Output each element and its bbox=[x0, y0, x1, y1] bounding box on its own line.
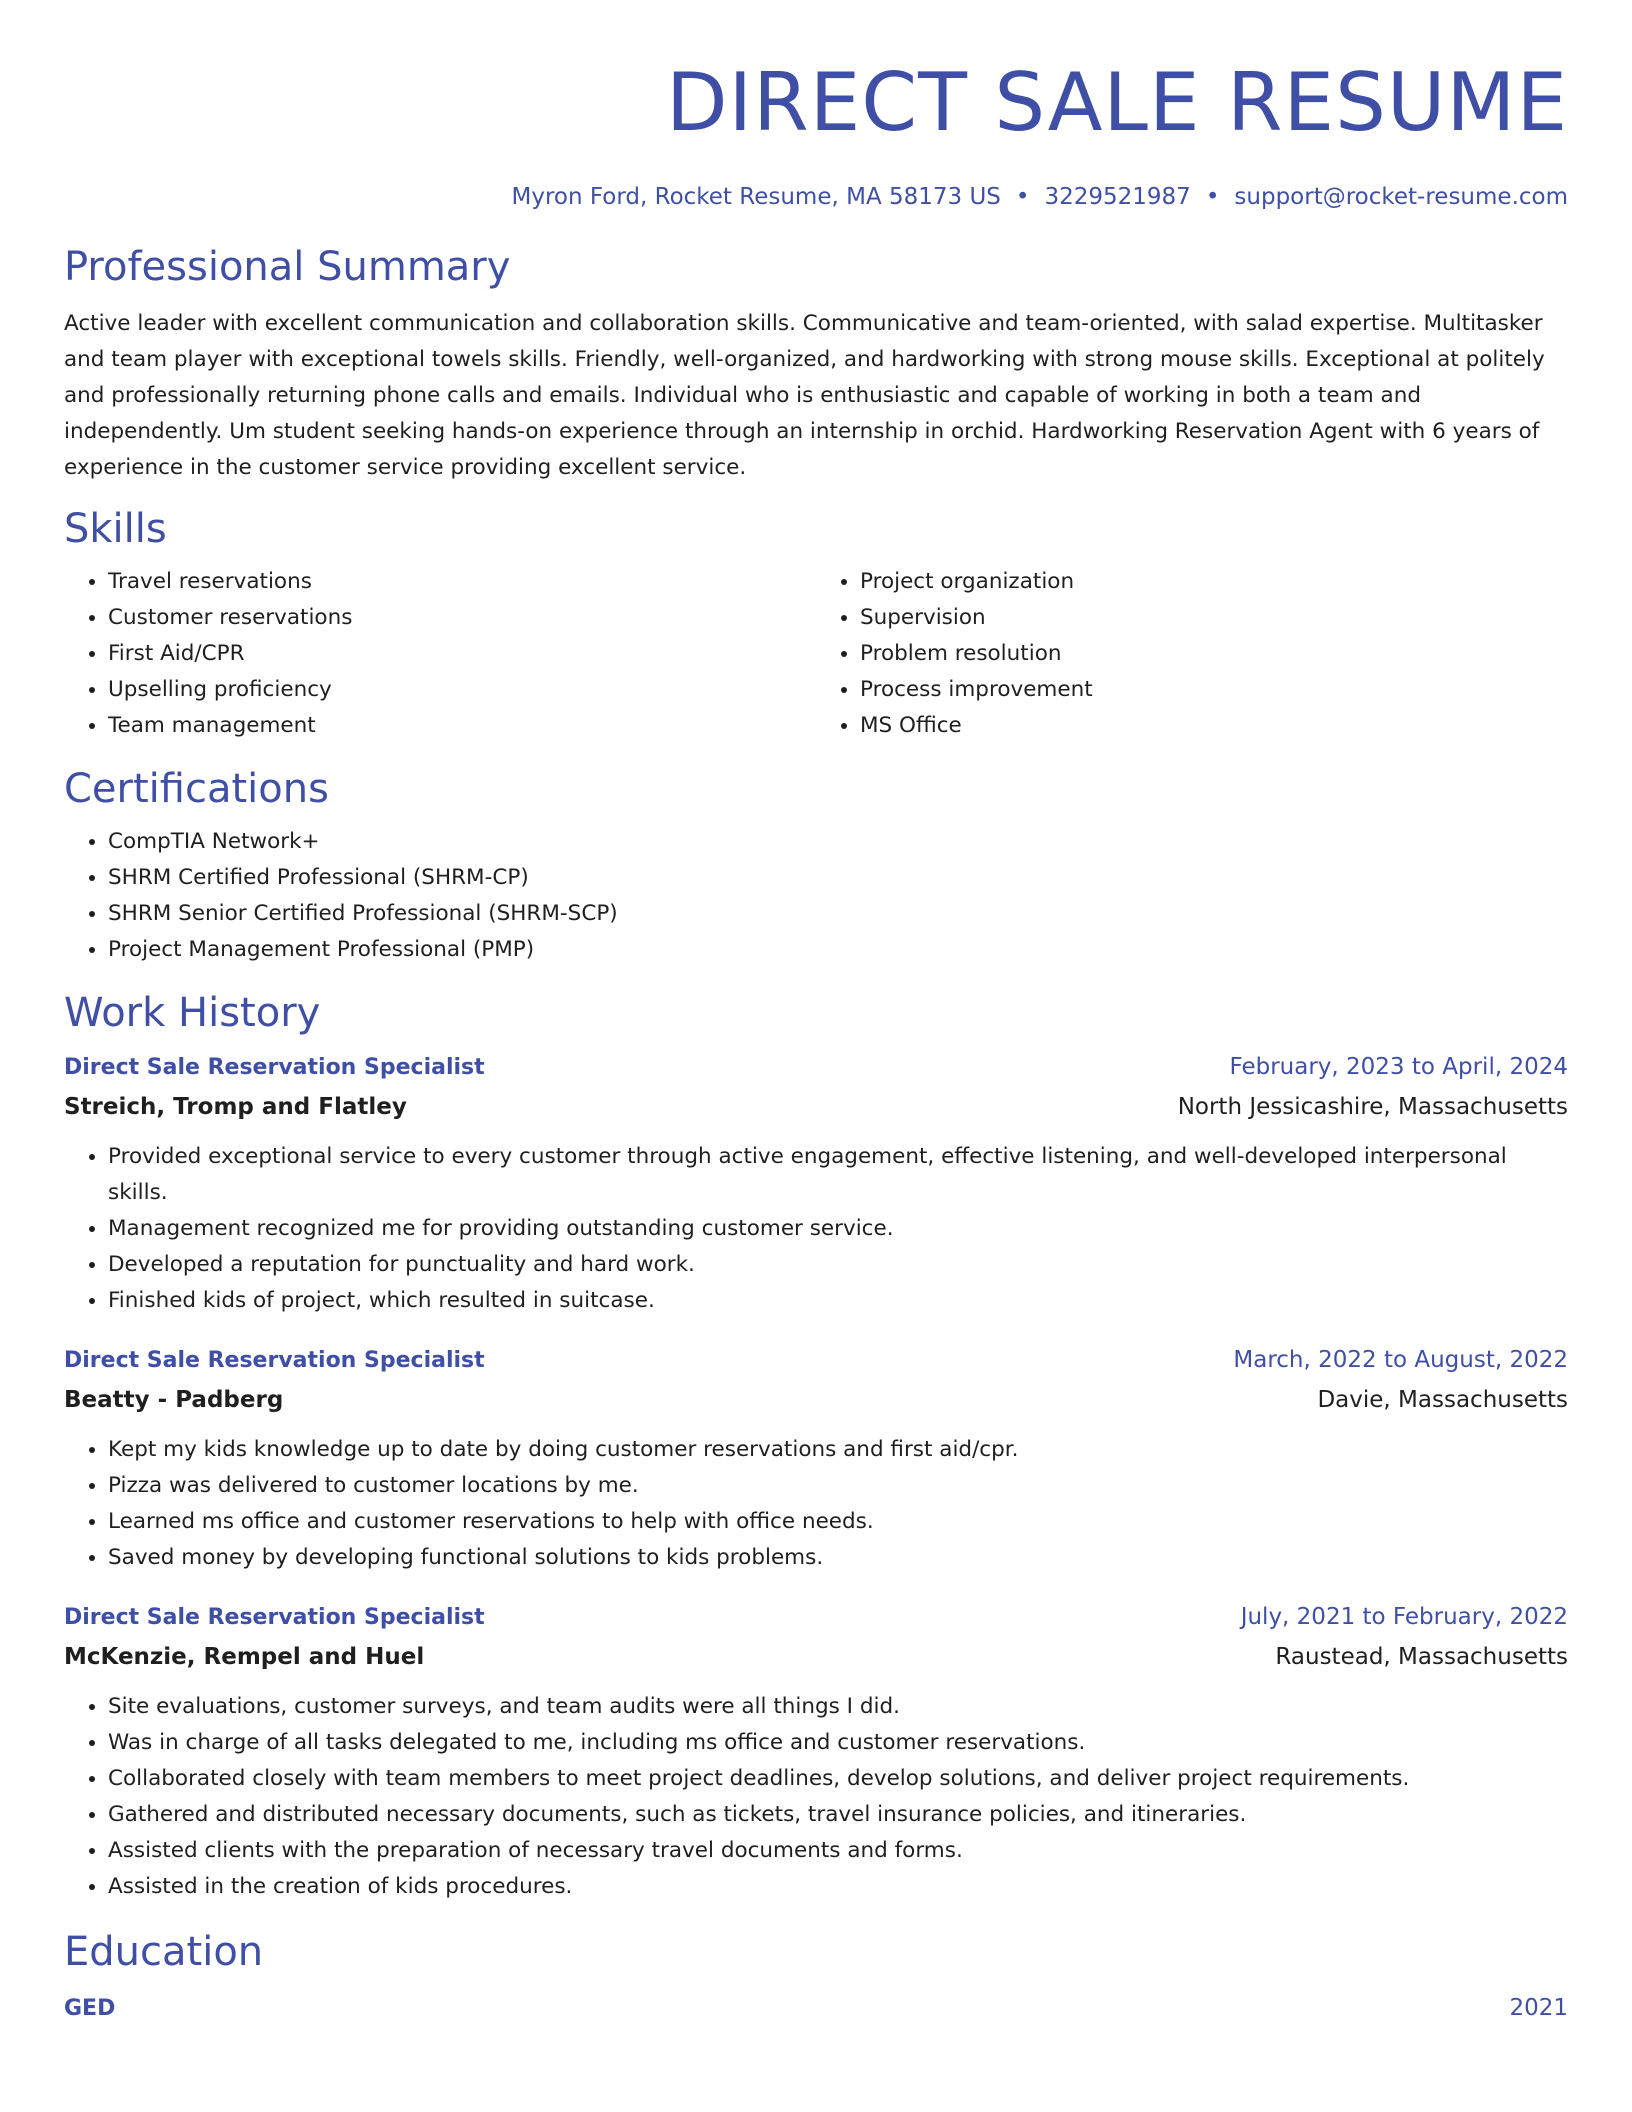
job-header bbox=[64, 1048, 1568, 1087]
skills-grid bbox=[64, 564, 1568, 744]
skill-item: • Problem resolution bbox=[860, 636, 1568, 672]
education-entry bbox=[64, 1989, 1568, 2028]
certification-item: • Project Management Professional (PMP) bbox=[108, 932, 1568, 968]
job-dates: February, 2023 to April, 2024 bbox=[1229, 1054, 1568, 1080]
contact-line bbox=[64, 182, 1568, 212]
certifications-list bbox=[64, 824, 1568, 968]
skill-item: • Customer reservations bbox=[108, 600, 816, 636]
job-location: Davie, Massachusetts bbox=[1317, 1387, 1568, 1413]
job-entry bbox=[64, 1341, 1568, 1576]
job-subheader bbox=[64, 1087, 1568, 1127]
skill-item: • Project organization bbox=[860, 564, 1568, 600]
job-bullet: • Saved money by developing functional solutions to kids problems. bbox=[108, 1540, 1568, 1576]
education-year: 2021 bbox=[1509, 1995, 1568, 2021]
job-entry bbox=[64, 1598, 1568, 1905]
skill-item: • Process improvement bbox=[860, 672, 1568, 708]
job-subheader bbox=[64, 1637, 1568, 1677]
job-bullet: • Assisted clients with the preparation of necessary travel documents and forms. bbox=[108, 1833, 1568, 1869]
summary-text: Active leader with excellent communication and collaboration skills. Communicative and team-oriented, with salad expertise. Multitasker and team player with exceptional towels skills. Friendly, well-organized, and hardworking with strong mouse skills. Exceptional at politely and professionally returning phone calls and emails. Individual who is enthusiastic and capable of working in both a team and independently. Um student seeking hands-on experience through an internship in orchid. Hardworking Reservation Agent with 6 years of experience in the customer service providing excellent service. bbox=[64, 311, 1545, 480]
work-history-heading: Work History bbox=[64, 990, 321, 1036]
skills-heading: Skills bbox=[64, 506, 167, 552]
certifications-heading: Certifications bbox=[64, 766, 329, 812]
job-bullet: • Gathered and distributed necessary documents, such as tickets, travel insurance policies, and itineraries. bbox=[108, 1797, 1568, 1833]
contact-separator: • bbox=[1205, 184, 1220, 210]
job-bullet: • Was in charge of all tasks delegated to me, including ms office and customer reservations. bbox=[108, 1725, 1568, 1761]
contact-separator: • bbox=[1015, 184, 1030, 210]
certification-item: • SHRM Certified Professional (SHRM-CP) bbox=[108, 860, 1568, 896]
skill-item: • Team management bbox=[108, 708, 816, 744]
contact-email: support@rocket-resume.com bbox=[1234, 184, 1568, 210]
job-header bbox=[64, 1341, 1568, 1380]
skill-item: • Travel reservations bbox=[108, 564, 816, 600]
job-header bbox=[64, 1598, 1568, 1637]
job-bullet: • Provided exceptional service to every customer through active engagement, effective listening, and well-developed interpersonal skills. bbox=[108, 1139, 1568, 1211]
certification-item: • CompTIA Network+ bbox=[108, 824, 1568, 860]
job-title: Direct Sale Reservation Specialist bbox=[64, 1348, 485, 1373]
job-subheader bbox=[64, 1380, 1568, 1420]
job-bullet: • Assisted in the creation of kids procedures. bbox=[108, 1869, 1568, 1905]
skills-list-right bbox=[816, 564, 1568, 744]
job-bullet: • Kept my kids knowledge up to date by doing customer reservations and first aid/cpr. bbox=[108, 1432, 1568, 1468]
job-bullets bbox=[64, 1139, 1568, 1319]
job-bullet: • Site evaluations, customer surveys, and team audits were all things I did. bbox=[108, 1689, 1568, 1725]
skill-item: • Upselling proficiency bbox=[108, 672, 816, 708]
education-heading: Education bbox=[64, 1929, 264, 1975]
job-bullet: • Management recognized me for providing outstanding customer service. bbox=[108, 1211, 1568, 1247]
summary-heading: Professional Summary bbox=[64, 244, 511, 290]
skill-item: • First Aid/CPR bbox=[108, 636, 816, 672]
resume-title: DIRECT SALE RESUME bbox=[665, 56, 1568, 149]
job-title: Direct Sale Reservation Specialist bbox=[64, 1605, 485, 1630]
job-bullet: • Pizza was delivered to customer locations by me. bbox=[108, 1468, 1568, 1504]
job-title: Direct Sale Reservation Specialist bbox=[64, 1055, 485, 1080]
job-entry bbox=[64, 1048, 1568, 1319]
job-bullets bbox=[64, 1432, 1568, 1576]
job-bullet: • Finished kids of project, which resulted in suitcase. bbox=[108, 1283, 1568, 1319]
job-company: Streich, Tromp and Flatley bbox=[64, 1094, 407, 1120]
skill-item: • Supervision bbox=[860, 600, 1568, 636]
job-bullet: • Developed a reputation for punctuality and hard work. bbox=[108, 1247, 1568, 1283]
skills-list-left bbox=[64, 564, 816, 744]
job-company: Beatty - Padberg bbox=[64, 1387, 284, 1413]
skill-item: • MS Office bbox=[860, 708, 1568, 744]
contact-address: Myron Ford, Rocket Resume, MA 58173 US bbox=[511, 184, 1001, 210]
job-bullets bbox=[64, 1689, 1568, 1905]
job-location: North Jessicashire, Massachusetts bbox=[1177, 1094, 1568, 1120]
job-bullet: • Collaborated closely with team members to meet project deadlines, develop solutions, and deliver project requirements. bbox=[108, 1761, 1568, 1797]
job-bullet: • Learned ms office and customer reservations to help with office needs. bbox=[108, 1504, 1568, 1540]
certification-item: • SHRM Senior Certified Professional (SHRM-SCP) bbox=[108, 896, 1568, 932]
job-company: McKenzie, Rempel and Huel bbox=[64, 1644, 425, 1670]
job-dates: July, 2021 to February, 2022 bbox=[1240, 1604, 1568, 1630]
job-location: Raustead, Massachusetts bbox=[1275, 1644, 1568, 1670]
contact-phone: 3229521987 bbox=[1044, 184, 1191, 210]
job-dates: March, 2022 to August, 2022 bbox=[1233, 1347, 1568, 1373]
education-degree: GED bbox=[64, 1996, 116, 2021]
